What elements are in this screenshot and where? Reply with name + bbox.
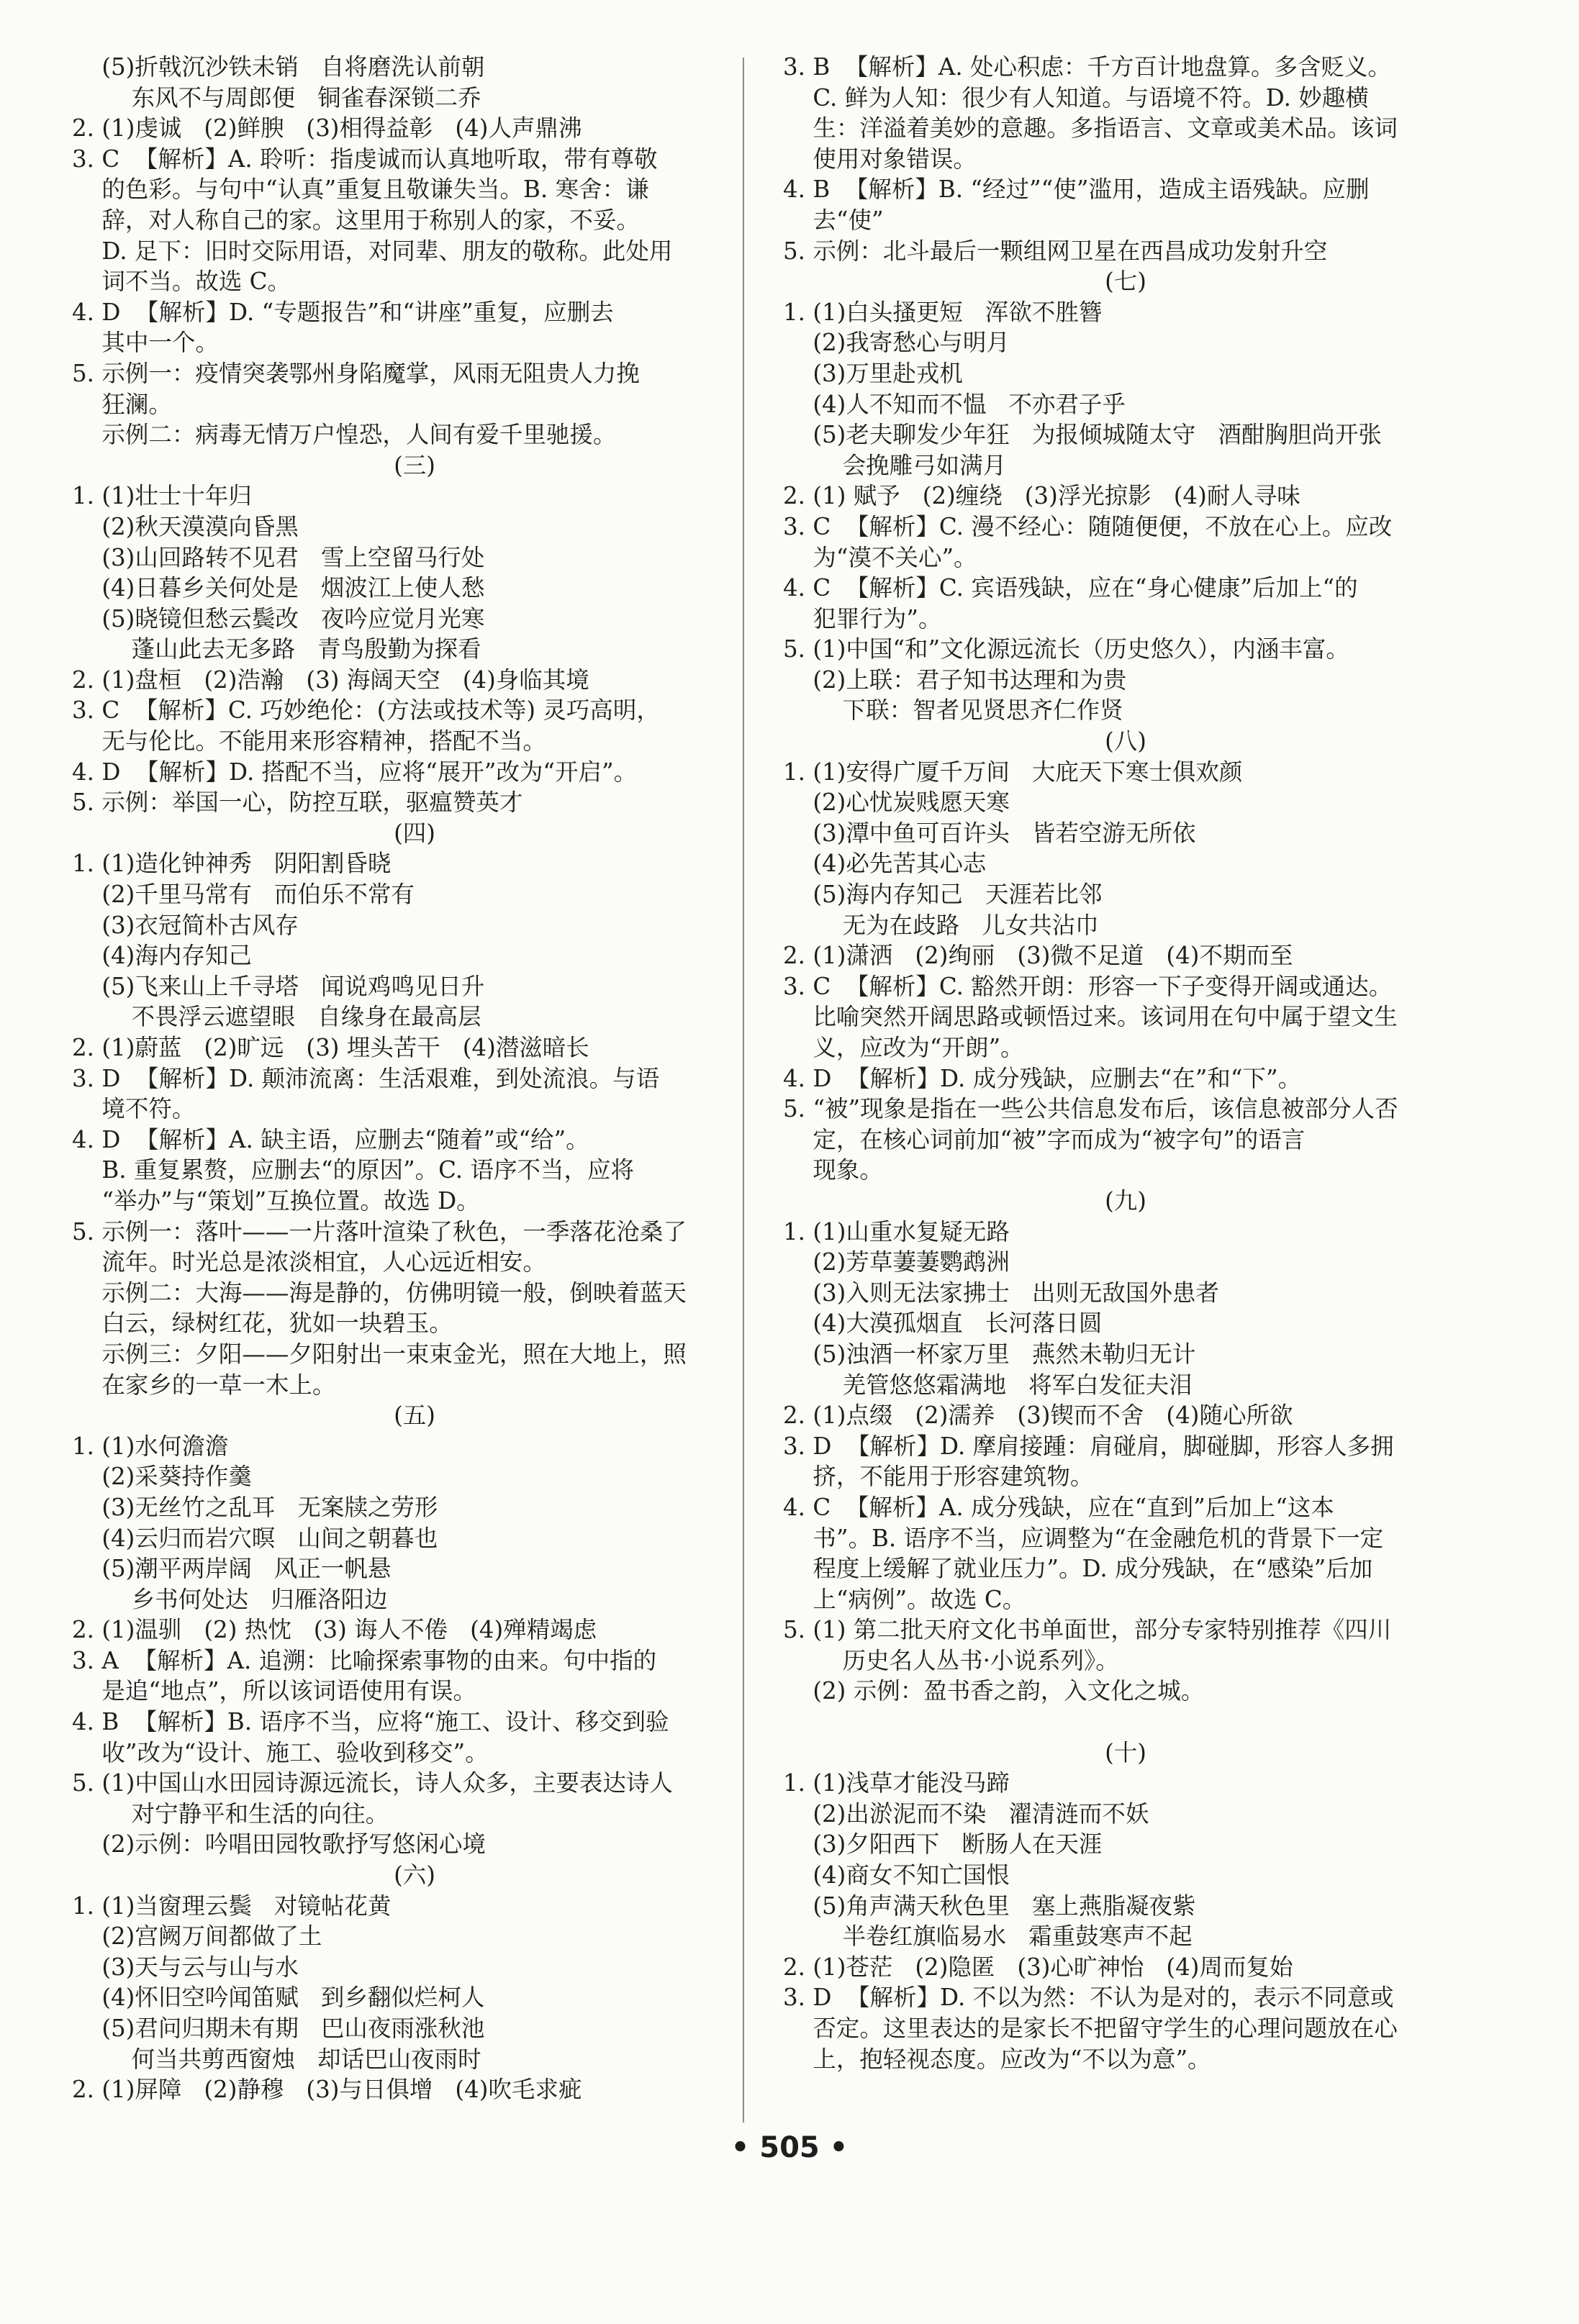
answer-line: (2)采葵持作羹 xyxy=(72,1463,252,1491)
answer-line: 白云，绿树红花，犹如一块碧玉。 xyxy=(72,1309,453,1338)
right-column xyxy=(783,52,1468,2074)
answer-line: (5)海内存知己 天涯若比邻 xyxy=(783,881,1103,909)
answer-line: 5. (1)中国“和”文化源远流长（历史悠久），内涵丰富。 xyxy=(783,635,1349,663)
answer-line: (5)潮平两岸阔 风正一帆悬 xyxy=(72,1555,392,1583)
answer-line: 5. 示例：北斗最后一颗组网卫星在西昌成功发射升空 xyxy=(783,237,1328,265)
answer-line: (2)出淤泥而不染 濯清涟而不妖 xyxy=(783,1799,1149,1828)
answer-line: 3. A 【解析】A. 追溯：比喻探索事物的由来。句中指的 xyxy=(72,1646,657,1674)
answer-line: (4)商女不知亡国恨 xyxy=(783,1861,1010,1889)
answer-line: (2) 示例：盈书香之韵，入文化之城。 xyxy=(783,1677,1205,1705)
answer-line: (4)大漠孤烟直 长河落日圆 xyxy=(783,1309,1103,1338)
section-heading: (五) xyxy=(394,1402,435,1430)
answer-line: 5. 示例一：落叶——一片落叶渲染了秋色，一季落花沧桑了 xyxy=(72,1217,687,1245)
answer-line: 5. (1)中国山水田园诗源远流长，诗人众多，主要表达诗人 xyxy=(72,1769,673,1797)
answer-line: (3)天与云与山与水 xyxy=(72,1953,299,1981)
answer-line: “举办”与“策划”互换位置。故选 D。 xyxy=(72,1186,480,1215)
answer-line: 会挽雕弓如满月 xyxy=(783,451,1007,479)
section-heading: (八) xyxy=(1105,727,1146,755)
answer-line: 1. (1)造化钟神秀 阴阳割昏晓 xyxy=(72,850,392,878)
answer-line: 2. (1)盘桓 (2)浩瀚 (3) 海阔天空 (4)身临其境 xyxy=(72,666,589,694)
answer-line: 无与伦比。不能用来形容精神，搭配不当。 xyxy=(72,727,546,755)
answer-line: 示例三：夕阳——夕阳射出一束束金光，照在大地上，照 xyxy=(72,1340,687,1368)
answer-line: (5)浊酒一杯家万里 燕然未勒归无计 xyxy=(783,1340,1196,1368)
answer-line: (3)入则无法家拂士 出则无敌国外患者 xyxy=(783,1279,1219,1307)
answer-line: 5. “被”现象是指在一些公共信息发布后，该信息被部分人否 xyxy=(783,1095,1398,1123)
answer-line: 4. C 【解析】A. 成分残缺，应在“直到”后加上“这本 xyxy=(783,1493,1334,1521)
answer-line: 4. D 【解析】D. 成分残缺，应删去“在”和“下”。 xyxy=(783,1064,1302,1092)
answer-line: 5. 示例：举国一心，防控互联，驱瘟赞英才 xyxy=(72,789,523,817)
answer-line: 1. (1)壮士十年归 xyxy=(72,482,252,510)
answer-line: 3. C 【解析】C. 漫不经心：随随便便，不放在心上。应改 xyxy=(783,512,1393,540)
answer-line: (4)云归而岩穴暝 山间之朝暮也 xyxy=(72,1524,438,1552)
answer-line: 示例二：病毒无情万户惶恐，人间有爱千里驰援。 xyxy=(72,421,617,449)
answer-line: 4. D 【解析】D. 搭配不当，应将“展开”改为“开启”。 xyxy=(72,758,638,786)
answer-line: (3)万里赴戎机 xyxy=(783,359,963,387)
answer-line: 犯罪行为”。 xyxy=(783,604,942,632)
answer-line: (3)衣冠简朴古风存 xyxy=(72,911,299,939)
answer-line: 对宁静平和生活的向往。 xyxy=(72,1799,389,1828)
answer-line: 狂澜。 xyxy=(72,390,172,418)
answer-line: 4. D 【解析】D. “专题报告”和“讲座”重复，应删去 xyxy=(72,298,614,326)
answer-line: 在家乡的一草一木上。 xyxy=(72,1371,336,1399)
answer-line: 2. (1) 赋予 (2)缠绕 (3)浮光掠影 (4)耐人寻味 xyxy=(783,482,1300,510)
answer-line: 上“病例”。故选 C。 xyxy=(783,1585,1026,1613)
answer-line: 3. D 【解析】D. 摩肩接踵：肩碰肩，脚碰脚，形容人多拥 xyxy=(783,1432,1394,1460)
section-heading: (三) xyxy=(394,451,435,479)
answer-line: (5)晓镜但愁云鬓改 夜吟应觉月光寒 xyxy=(72,604,485,632)
answer-line: 4. B 【解析】B. 语序不当，应将“施工、设计、移交到验 xyxy=(72,1708,669,1736)
answer-line: 1. (1)白头搔更短 浑欲不胜簪 xyxy=(783,298,1103,326)
section-heading: (十) xyxy=(1105,1738,1146,1766)
answer-line: 1. (1)当窗理云鬓 对镜帖花黄 xyxy=(72,1892,392,1920)
answer-line: 3. C 【解析】C. 豁然开朗：形容一下子变得开阔或通达。 xyxy=(783,972,1393,1000)
answer-line: 半卷红旗临易水 霜重鼓寒声不起 xyxy=(783,1923,1193,1951)
answer-line: 1. (1)安得广厦千万间 大庇天下寒士俱欢颜 xyxy=(783,758,1243,786)
answer-line: (3)无丝竹之乱耳 无案牍之劳形 xyxy=(72,1493,438,1521)
answer-line: 境不符。 xyxy=(72,1095,196,1123)
answer-line: 示例二：大海——海是静的，仿佛明镜一般，倒映着蓝天 xyxy=(72,1279,687,1307)
answer-line: 4. C 【解析】C. 宾语残缺，应在“身心健康”后加上“的 xyxy=(783,574,1358,602)
answer-line: 2. (1)点缀 (2)濡养 (3)锲而不舍 (4)随心所欲 xyxy=(783,1402,1293,1430)
answer-line: 何当共剪西窗烛 却话巴山夜雨时 xyxy=(72,2045,481,2073)
answer-line: (5)折戟沉沙铁未销 自将磨洗认前朝 xyxy=(72,53,485,81)
answer-line: 是追“地点”，所以该词语使用有误。 xyxy=(72,1677,477,1705)
answer-line: 乡书何处达 归雁洛阳边 xyxy=(72,1585,388,1613)
answer-line: 1. (1)山重水复疑无路 xyxy=(783,1217,1010,1245)
answer-line: 3. D 【解析】D. 不以为然：不认为是对的，表示不同意或 xyxy=(783,1984,1394,2012)
answer-line: 2. (1)温驯 (2) 热忱 (3) 诲人不倦 (4)殚精竭虑 xyxy=(72,1616,597,1644)
answer-line: (4)必先苦其心志 xyxy=(783,850,987,878)
answer-line: 羌管悠悠霜满地 将军白发征夫泪 xyxy=(783,1371,1193,1399)
answer-line: (4)怀旧空吟闻笛赋 到乡翻似烂柯人 xyxy=(72,1984,485,2012)
answer-line: 3. C 【解析】A. 聆听：指虔诚而认真地听取，带有尊敬 xyxy=(72,145,658,173)
answer-line: 蓬山此去无多路 青鸟殷勤为探看 xyxy=(72,635,481,663)
answer-line: (3)夕阳西下 断肠人在天涯 xyxy=(783,1830,1103,1858)
answer-line: (2)芳草萋萋鹦鹉洲 xyxy=(783,1248,1010,1276)
answer-line: C. 鲜为人知：很少有人知道。与语境不符。D. 妙趣横 xyxy=(783,83,1369,112)
answer-line: 挤，不能用于形容建筑物。 xyxy=(783,1463,1094,1491)
answer-line: (2)我寄愁心与明月 xyxy=(783,329,1010,357)
answer-line: 使用对象错误。 xyxy=(783,145,977,173)
answer-line: 为“漠不关心”。 xyxy=(783,543,977,571)
answer-line: 5. (1) 第二批天府文化书单面世，部分专家特别推荐《四川 xyxy=(783,1616,1392,1644)
answer-line: 去“使” xyxy=(783,206,884,234)
answer-line: 3. B 【解析】A. 处心积虑：千方百计地盘算。多含贬义。 xyxy=(783,53,1392,81)
answer-line: (3)潭中鱼可百许头 皆若空游无所依 xyxy=(783,819,1196,847)
answer-line: 4. B 【解析】B. “经过”“使”滥用，造成主语残缺。应删 xyxy=(783,176,1370,204)
section-heading: (七) xyxy=(1105,268,1146,296)
answer-line: 2. (1)苍茫 (2)隐匿 (3)心旷神怡 (4)周而复始 xyxy=(783,1953,1293,1981)
answer-line: 5. 示例一：疫情突袭鄂州身陷魔掌，风雨无阻贵人力挽 xyxy=(72,359,640,387)
answer-line: (2)示例：吟唱田园牧歌抒写悠闲心境 xyxy=(72,1830,486,1858)
answer-line: 1. (1)浅草才能没马蹄 xyxy=(783,1769,1010,1797)
answer-line: (2)上联：君子知书达理和为贵 xyxy=(783,666,1127,694)
answer-line: (4)海内存知己 xyxy=(72,942,252,970)
section-heading: (四) xyxy=(394,819,435,847)
answer-line: B. 重复累赘，应删去“的原因”。C. 语序不当，应将 xyxy=(72,1156,634,1184)
answer-line: (2)心忧炭贱愿天寒 xyxy=(783,789,1010,817)
answer-line: 东风不与周郎便 铜雀春深锁二乔 xyxy=(72,83,481,112)
answer-line: 历史名人丛书·小说系列》。 xyxy=(783,1646,1119,1674)
answer-line: 2. (1)虔诚 (2)鲜腴 (3)相得益彰 (4)人声鼎沸 xyxy=(72,114,582,142)
answer-line: (5)飞来山上千寻塔 闻说鸡鸣见日升 xyxy=(72,972,485,1000)
answer-line: 2. (1)屏障 (2)静穆 (3)与日俱增 (4)吹毛求疵 xyxy=(72,2076,582,2104)
answer-line: 词不当。故选 C。 xyxy=(72,268,291,296)
answer-line: 辞，对人称自己的家。这里用于称别人的家，不妥。 xyxy=(72,206,640,234)
answer-line: (3)山回路转不见君 雪上空留马行处 xyxy=(72,543,485,571)
answer-line: 生：洋溢着美妙的意趣。多指语言、文章或美术品。该词 xyxy=(783,114,1398,142)
answer-line: 3. D 【解析】D. 颠沛流离：生活艰难，到处流浪。与语 xyxy=(72,1064,660,1092)
answer-line: (2)千里马常有 而伯乐不常有 xyxy=(72,881,415,909)
section-heading: (九) xyxy=(1105,1186,1146,1215)
page-number: • 505 • xyxy=(730,2131,849,2164)
answer-line: 收”改为“设计、施工、验收到移交”。 xyxy=(72,1738,489,1766)
answer-line: 2. (1)蔚蓝 (2)旷远 (3) 埋头苦干 (4)潜滋暗长 xyxy=(72,1034,589,1061)
answer-line: D. 足下：旧时交际用语，对同辈、朋友的敬称。此处用 xyxy=(72,237,673,265)
answer-line: 不畏浮云遮望眼 自缘身在最高层 xyxy=(72,1003,481,1031)
answer-line: 2. (1)潇洒 (2)绚丽 (3)微不足道 (4)不期而至 xyxy=(783,942,1293,970)
answer-line: 义，应改为“开朗”。 xyxy=(783,1034,1024,1061)
answer-line: 无为在歧路 儿女共沾巾 xyxy=(783,911,1099,939)
answer-line: 上，抱轻视态度。应改为“不以为意”。 xyxy=(783,2045,1211,2073)
answer-line: (4)日暮乡关何处是 烟波江上使人愁 xyxy=(72,574,485,602)
answer-line: (4)人不知而不愠 不亦君子乎 xyxy=(783,390,1126,418)
answer-line: 的色彩。与句中“认真”重复且敬谦失当。B. 寒舍：谦 xyxy=(72,176,649,204)
answer-line: (5)角声满天秋色里 塞上燕脂凝夜紫 xyxy=(783,1892,1196,1920)
answer-line: 4. D 【解析】A. 缺主语，应删去“随着”或“给”。 xyxy=(72,1125,589,1153)
answer-line: (2)秋天漠漠向昏黑 xyxy=(72,512,299,540)
answer-line: 其中一个。 xyxy=(72,329,219,357)
answer-line: (5)老夫聊发少年狂 为报倾城随太守 酒酣胸胆尚开张 xyxy=(783,421,1382,449)
answer-line xyxy=(783,1707,1468,1738)
answer-line: 1. (1)水何澹澹 xyxy=(72,1432,229,1460)
answer-line: (2)宫阙万间都做了土 xyxy=(72,1923,322,1951)
answer-line: 定，在核心词前加“被”字而成为“被字句”的语言 xyxy=(783,1125,1306,1153)
answer-line: (5)君问归期未有期 巴山夜雨涨秋池 xyxy=(72,2015,485,2042)
answer-line: 比喻突然开阔思路或顿悟过来。该词用在句中属于望文生 xyxy=(783,1003,1398,1031)
column-divider xyxy=(743,58,744,2123)
answer-line: 3. C 【解析】C. 巧妙绝伦：(方法或技术等) 灵巧高明， xyxy=(72,696,660,725)
answer-line: 程度上缓解了就业压力”。D. 成分残缺，在“感染”后加 xyxy=(783,1555,1373,1583)
answer-line: 下联：智者见贤思齐仁作贤 xyxy=(783,696,1123,725)
section-heading: (六) xyxy=(394,1861,435,1889)
left-column xyxy=(72,52,757,2105)
answer-line: 书”。B. 语序不当，应调整为“在金融危机的背景下一定 xyxy=(783,1524,1384,1552)
answer-line: 现象。 xyxy=(783,1156,883,1184)
answer-line: 流年。时光总是浓淡相宜，人心远近相安。 xyxy=(72,1248,546,1276)
answer-line: 否定。这里表达的是家长不把留守学生的心理问题放在心 xyxy=(783,2015,1398,2042)
